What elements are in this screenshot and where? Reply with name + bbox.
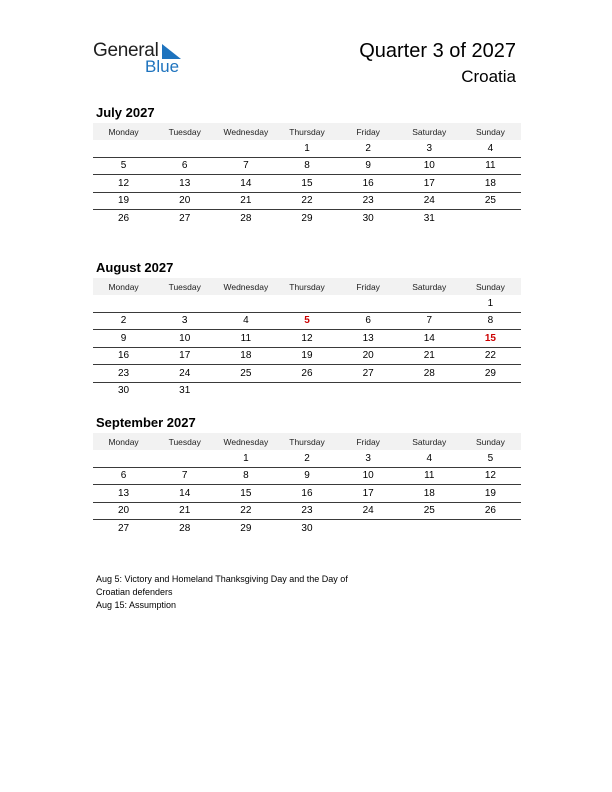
day-cell: 10 <box>338 467 399 485</box>
weekday-header: Sunday <box>460 433 521 450</box>
day-cell: 18 <box>215 347 276 365</box>
weekday-header: Thursday <box>276 123 337 140</box>
month-title: September 2027 <box>96 415 196 430</box>
day-cell: 1 <box>460 295 521 312</box>
day-cell: 21 <box>215 192 276 210</box>
day-cell: 30 <box>301 522 313 534</box>
day-cell: 6 <box>154 157 215 175</box>
holiday-note: Aug 5: Victory and Homeland Thanksgiving Day and the Day of <box>96 574 348 584</box>
day-cell: 25 <box>399 502 460 520</box>
day-cell: 4 <box>215 312 276 330</box>
day-cell: 26 <box>276 365 337 383</box>
day-cell: 27 <box>179 212 191 224</box>
week-row <box>93 175 521 193</box>
holiday-note: Aug 15: Assumption <box>96 600 177 610</box>
holiday-notes <box>96 573 396 612</box>
day-cell: 19 <box>276 347 337 365</box>
day-cell: 6 <box>338 312 399 330</box>
month-august <box>93 258 521 399</box>
day-cell <box>93 450 154 467</box>
week-row <box>93 295 521 312</box>
week-row <box>93 382 521 399</box>
day-cell: 18 <box>460 175 521 193</box>
country-name: Croatia <box>461 67 516 86</box>
logo-blue-text: Blue <box>145 57 180 76</box>
day-cell: 26 <box>460 502 521 520</box>
day-cell: 24 <box>399 192 460 210</box>
month-title: August 2027 <box>96 260 174 275</box>
day-cell: 5 <box>460 450 521 467</box>
day-cell <box>460 520 521 537</box>
day-cell: 7 <box>399 312 460 330</box>
day-cell: 16 <box>93 347 154 365</box>
day-cell: 31 <box>423 212 435 224</box>
week-row <box>93 347 521 365</box>
day-cell <box>338 520 399 537</box>
day-cell: 4 <box>399 450 460 467</box>
day-cell: 11 <box>399 467 460 485</box>
day-cell: 11 <box>215 330 276 348</box>
day-cell: 14 <box>215 175 276 193</box>
day-cell: 2 <box>93 312 154 330</box>
day-cell: 17 <box>154 347 215 365</box>
day-cell: 10 <box>399 157 460 175</box>
week-row <box>93 210 521 227</box>
day-cell: 28 <box>179 522 191 534</box>
day-cell <box>399 520 460 537</box>
day-cell: 26 <box>118 212 130 224</box>
day-cell: 21 <box>154 502 215 520</box>
day-cell: 29 <box>240 522 252 534</box>
day-cell <box>93 295 154 312</box>
day-cell: 18 <box>399 485 460 503</box>
day-cell: 24 <box>154 365 215 383</box>
day-cell <box>93 140 154 157</box>
weekday-header: Friday <box>338 433 399 450</box>
day-cell: 31 <box>179 385 191 397</box>
weekday-header: Sunday <box>460 123 521 140</box>
day-cell: 5 <box>93 157 154 175</box>
weekday-header: Wednesday <box>215 123 276 140</box>
day-cell: 2 <box>338 140 399 157</box>
weekday-header: Tuesday <box>154 278 215 295</box>
weekday-header: Wednesday <box>215 278 276 295</box>
weekday-header-row <box>93 278 521 295</box>
day-cell: 25 <box>460 192 521 210</box>
weekday-header: Monday <box>93 123 154 140</box>
day-cell: 3 <box>338 450 399 467</box>
day-cell: 28 <box>240 212 252 224</box>
day-cell: 20 <box>338 347 399 365</box>
day-cell: 1 <box>215 450 276 467</box>
day-cell: 29 <box>301 212 313 224</box>
week-row <box>93 365 521 383</box>
calendar-grid <box>93 278 521 399</box>
day-cell: 20 <box>154 192 215 210</box>
day-cell: 25 <box>215 365 276 383</box>
weekday-header: Thursday <box>276 278 337 295</box>
day-cell: 3 <box>154 312 215 330</box>
day-cell: 27 <box>118 522 130 534</box>
week-row <box>93 157 521 175</box>
weekday-header: Tuesday <box>154 433 215 450</box>
weekday-header: Friday <box>338 123 399 140</box>
day-cell: 9 <box>338 157 399 175</box>
weekday-header: Thursday <box>276 433 337 450</box>
day-cell: 17 <box>399 175 460 193</box>
weekday-header: Wednesday <box>215 433 276 450</box>
day-cell: 11 <box>460 157 521 175</box>
day-cell <box>399 382 460 399</box>
day-cell: 22 <box>460 347 521 365</box>
weekday-header: Saturday <box>399 278 460 295</box>
day-cell: 8 <box>215 467 276 485</box>
day-cell <box>338 382 399 399</box>
day-cell <box>154 295 215 312</box>
day-cell: 19 <box>460 485 521 503</box>
weekday-header: Monday <box>93 278 154 295</box>
day-cell: 15 <box>276 175 337 193</box>
day-cell <box>276 382 337 399</box>
day-cell <box>338 295 399 312</box>
day-cell: 30 <box>362 212 374 224</box>
weekday-header: Tuesday <box>154 123 215 140</box>
day-cell <box>460 210 521 227</box>
day-cell: 17 <box>338 485 399 503</box>
week-row <box>93 502 521 520</box>
weekday-header: Saturday <box>399 123 460 140</box>
day-cell: 24 <box>338 502 399 520</box>
day-cell: 7 <box>154 467 215 485</box>
day-cell: 14 <box>399 330 460 348</box>
calendar-grid <box>93 433 521 537</box>
weekday-header: Saturday <box>399 433 460 450</box>
day-cell: 5 <box>276 312 337 330</box>
day-cell: 22 <box>276 192 337 210</box>
day-cell: 8 <box>460 312 521 330</box>
day-cell: 21 <box>399 347 460 365</box>
day-cell: 16 <box>276 485 337 503</box>
day-cell: 4 <box>460 140 521 157</box>
generalblue-logo <box>93 40 193 80</box>
week-row <box>93 312 521 330</box>
day-cell: 8 <box>276 157 337 175</box>
day-cell: 2 <box>276 450 337 467</box>
day-cell: 23 <box>93 365 154 383</box>
weekday-header: Sunday <box>460 278 521 295</box>
day-cell: 10 <box>154 330 215 348</box>
day-cell: 6 <box>93 467 154 485</box>
day-cell <box>215 382 276 399</box>
day-cell: 27 <box>338 365 399 383</box>
day-cell: 13 <box>338 330 399 348</box>
day-cell <box>460 382 521 399</box>
day-cell: 1 <box>276 140 337 157</box>
day-cell: 29 <box>460 365 521 383</box>
day-cell: 13 <box>154 175 215 193</box>
day-cell: 23 <box>276 502 337 520</box>
week-row <box>93 140 521 157</box>
day-cell: 19 <box>93 192 154 210</box>
weekday-header: Monday <box>93 433 154 450</box>
month-september <box>93 413 521 537</box>
day-cell: 9 <box>276 467 337 485</box>
logo-general-text: General <box>93 40 159 61</box>
day-cell <box>154 450 215 467</box>
calendar-grid <box>93 123 521 227</box>
day-cell: 30 <box>118 385 130 397</box>
day-cell: 12 <box>460 467 521 485</box>
day-cell <box>215 295 276 312</box>
day-cell: 14 <box>154 485 215 503</box>
weekday-header-row <box>93 433 521 450</box>
page-title: Quarter 3 of 2027 <box>359 40 516 62</box>
day-cell: 22 <box>215 502 276 520</box>
day-cell <box>215 140 276 157</box>
day-cell <box>154 140 215 157</box>
day-cell: 20 <box>93 502 154 520</box>
week-row <box>93 485 521 503</box>
day-cell: 23 <box>338 192 399 210</box>
day-cell: 16 <box>338 175 399 193</box>
day-cell: 12 <box>276 330 337 348</box>
week-row <box>93 450 521 467</box>
day-cell: 7 <box>215 157 276 175</box>
holiday-note: Croatian defenders <box>96 587 173 597</box>
day-cell <box>399 295 460 312</box>
day-cell: 28 <box>399 365 460 383</box>
day-cell <box>276 295 337 312</box>
day-cell: 12 <box>93 175 154 193</box>
week-row <box>93 192 521 210</box>
day-cell: 13 <box>93 485 154 503</box>
day-cell: 3 <box>399 140 460 157</box>
month-title: July 2027 <box>96 105 155 120</box>
day-cell: 9 <box>93 330 154 348</box>
week-row <box>93 520 521 537</box>
month-july <box>93 103 521 227</box>
week-row <box>93 330 521 348</box>
week-row <box>93 467 521 485</box>
weekday-header: Friday <box>338 278 399 295</box>
day-cell: 15 <box>460 330 521 348</box>
day-cell: 15 <box>215 485 276 503</box>
weekday-header-row <box>93 123 521 140</box>
